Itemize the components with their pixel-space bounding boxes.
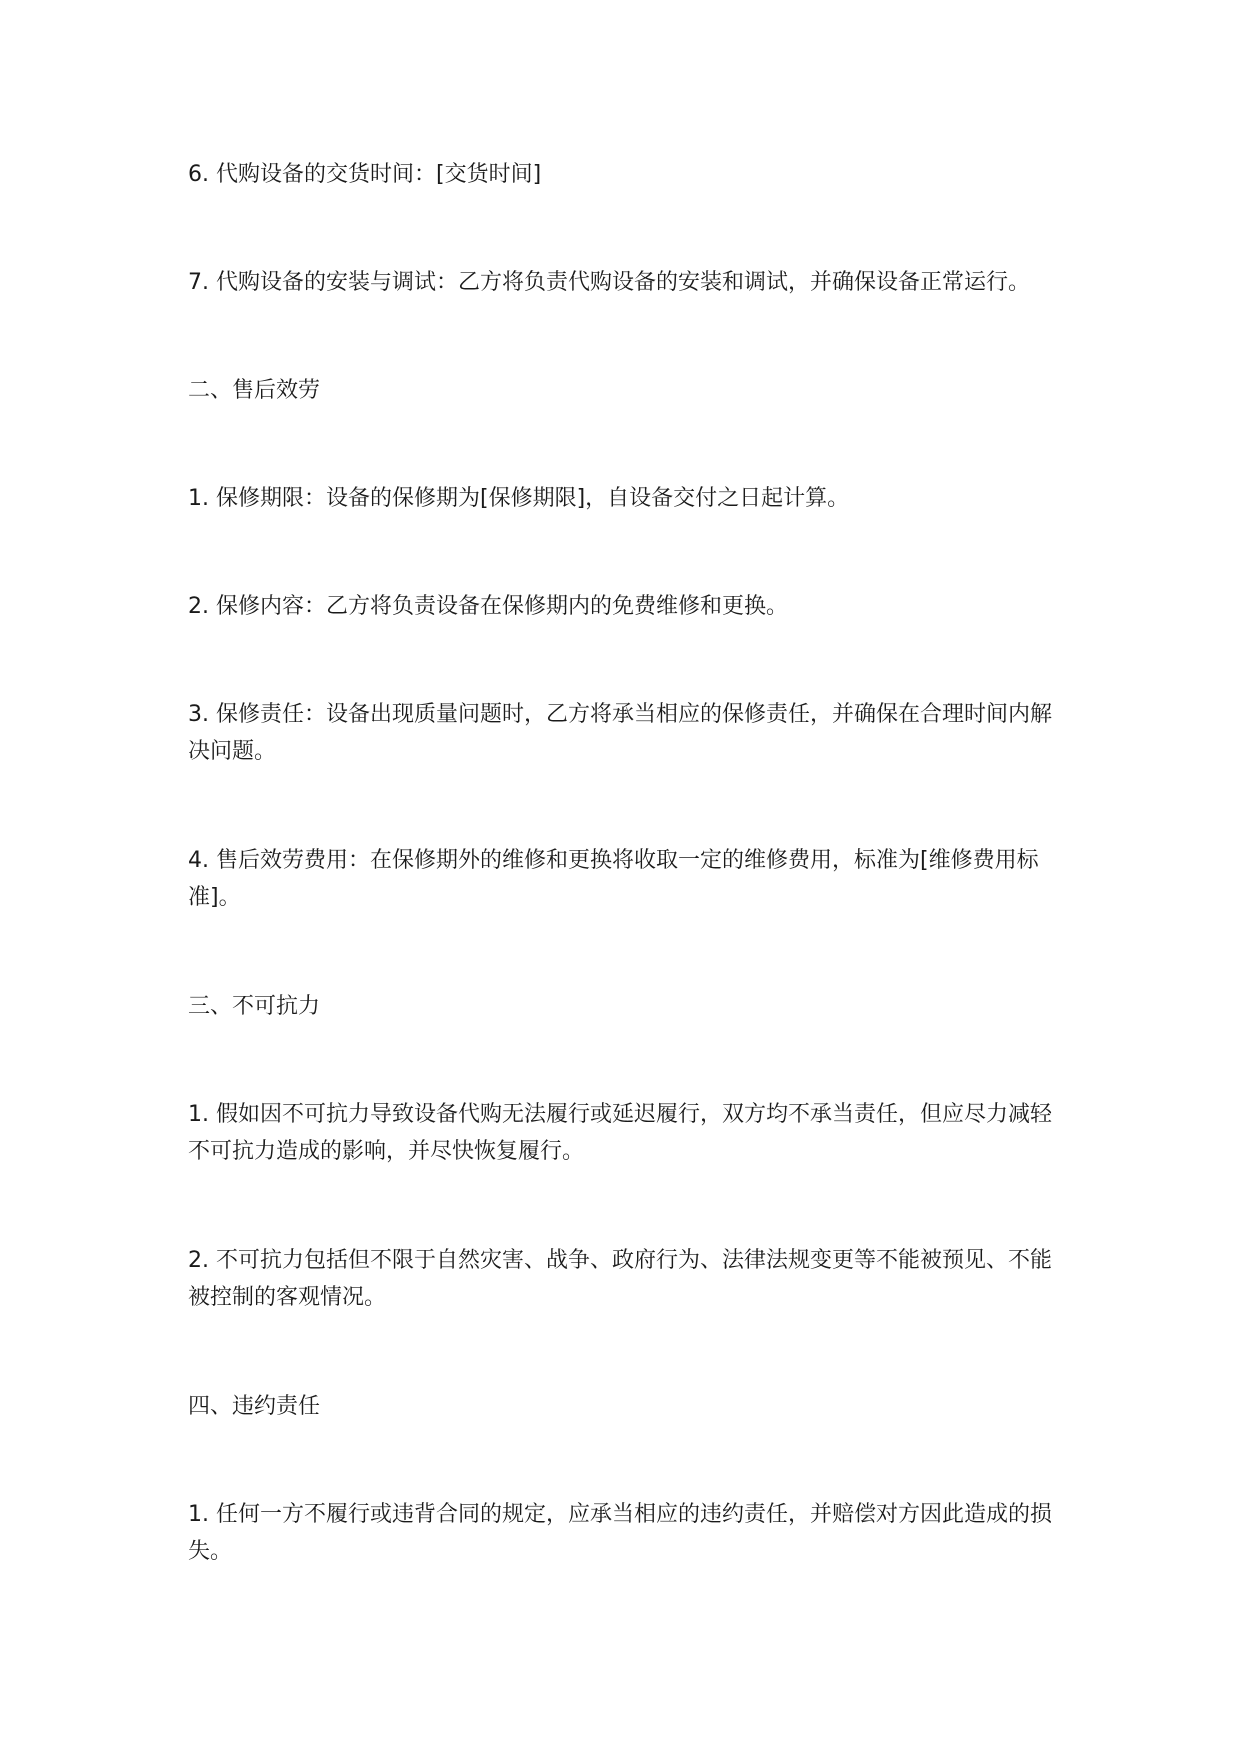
clause-service-fee: 4. 售后效劳费用：在保修期外的维修和更换将收取一定的维修费用，标准为[维修费用标准]。 (188, 848, 1039, 910)
clause-force-majeure-scope: 2. 不可抗力包括但不限于自然灾害、战争、政府行为、法律法规变更等不能被预见、不能被控制的客观情况。 (188, 1248, 1052, 1310)
section-heading-liability: 四、违约责任 (188, 1394, 321, 1419)
clause-warranty-content: 2. 保修内容：乙方将负责设备在保修期内的免费维修和更换。 (188, 594, 788, 619)
clause-warranty-responsibility: 3. 保修责任：设备出现质量问题时，乙方将承当相应的保修责任，并确保在合理时间内解决问题。 (188, 702, 1052, 764)
clause-breach-liability: 1. 任何一方不履行或违背合同的规定，应承当相应的违约责任，并赔偿对方因此造成的损失。 (188, 1502, 1052, 1564)
clause-installation: 7. 代购设备的安装与调试：乙方将负责代购设备的安装和调试，并确保设备正常运行。 (188, 270, 1030, 295)
section-heading-force-majeure: 三、不可抗力 (188, 994, 321, 1019)
section-heading-after-sales: 二、售后效劳 (188, 378, 321, 403)
clause-delivery-time: 6. 代购设备的交货时间：[交货时间] (188, 162, 542, 187)
clause-warranty-period: 1. 保修期限：设备的保修期为[保修期限]，自设备交付之日起计算。 (188, 486, 850, 511)
clause-force-majeure-effect: 1. 假如因不可抗力导致设备代购无法履行或延迟履行，双方均不承当责任，但应尽力减轻不可抗力造成的影响，并尽快恢复履行。 (188, 1102, 1052, 1164)
